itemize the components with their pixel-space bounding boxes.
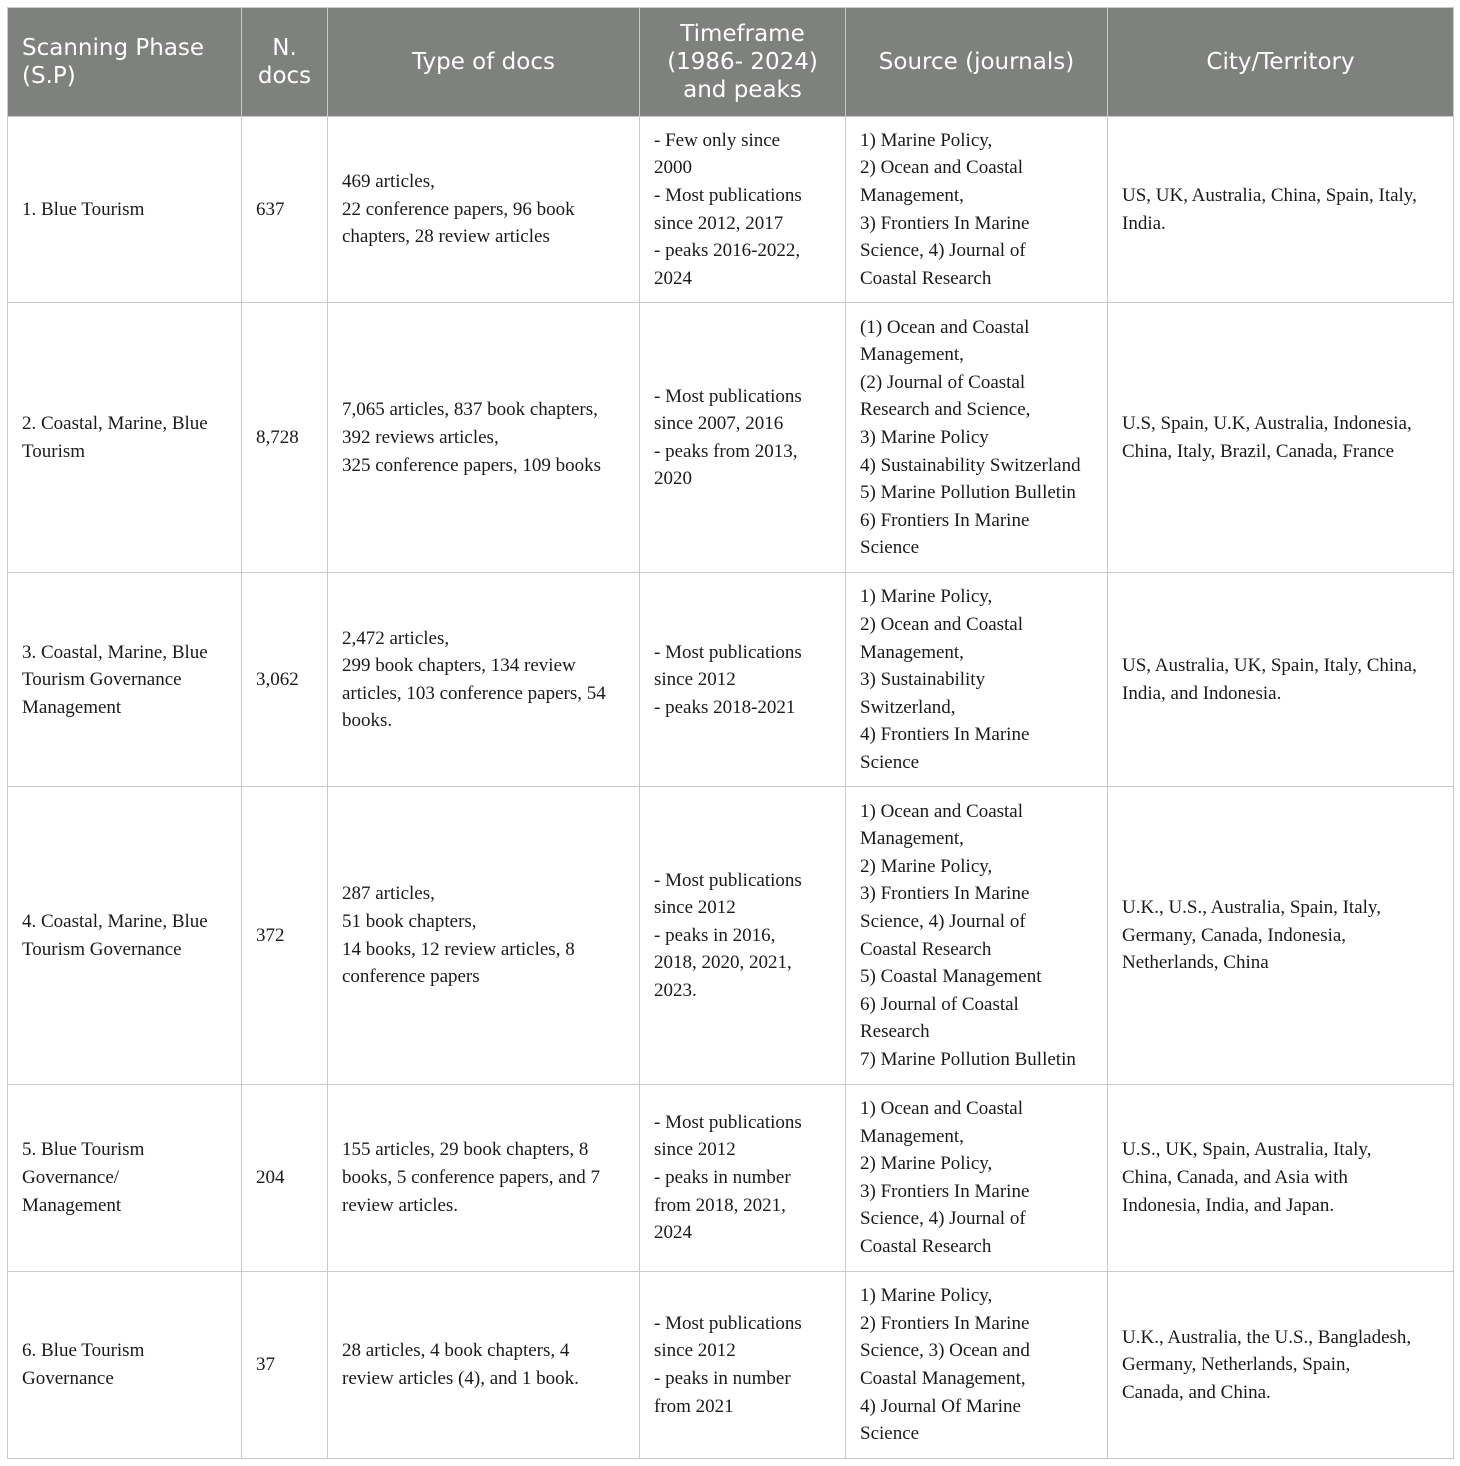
cell-timeframe [640,1271,846,1458]
header-phase-line: Scanning Phase [22,35,205,61]
cell-source-line: 3) Marine Policy [860,426,989,448]
table-row [8,303,1454,573]
cell-city-line: U.S., UK, Spain, Australia, Italy, [1122,1139,1372,1161]
cell-city-line: Canada, and China. [1122,1381,1271,1403]
header-source-line: Source (journals) [878,49,1075,75]
cell-source [846,303,1108,573]
cell-source-line: 4) Sustainability Switzerland [860,454,1081,476]
cell-phase-line: 1. Blue Tourism [22,198,145,220]
cell-source-line: Coastal Research [860,1235,992,1257]
scanning-phase-table [7,7,1454,1459]
cell-source-line: 2) Ocean and Coastal [860,613,1024,635]
cell-phase-line: Tourism Governance [22,938,182,960]
cell-type-line: 155 articles, 29 book chapters, 8 [342,1139,589,1161]
table-row [8,1271,1454,1458]
header-city-line: City/Territory [1206,49,1355,75]
cell-timeframe-line: - Most publications [654,869,802,891]
cell-timeframe-line: 2000 [654,157,692,179]
header-timeframe-line: and peaks [683,77,802,103]
cell-source-line: 6) Journal of Coastal [860,993,1019,1015]
cell-source-line: 2) Ocean and Coastal [860,157,1024,179]
cell-phase-line: 3. Coastal, Marine, Blue [22,641,208,663]
cell-source-line: 5) Marine Pollution Bulletin [860,482,1076,504]
cell-phase-line: 4. Coastal, Marine, Blue [22,910,208,932]
cell-timeframe [640,1084,846,1271]
cell-timeframe-line: 2024 [654,1222,692,1244]
cell-phase-line: 5. Blue Tourism [22,1139,145,1161]
cell-timeframe [640,573,846,787]
cell-timeframe-line: from 2021 [654,1395,734,1417]
cell-type [328,1271,640,1458]
cell-source-line: 2) Marine Policy, [860,1153,993,1175]
cell-timeframe-line: 2023. [654,979,697,1001]
cell-type-line: books. [342,710,393,732]
cell-phase-line: Governance/ [22,1166,120,1188]
cell-type-line: 392 reviews articles, [342,426,499,448]
cell-type-line: chapters, 28 review articles [342,226,550,248]
cell-city [1108,117,1454,303]
cell-type-line: 51 book chapters, [342,910,477,932]
cell-timeframe-line: - peaks 2018-2021 [654,696,796,718]
cell-phase-line: Management [22,1194,122,1216]
cell-city-line: China, Italy, Brazil, Canada, France [1122,440,1395,462]
cell-source-line: Research [860,1021,930,1043]
cell-city-line: India, and Indonesia. [1122,682,1282,704]
cell-city [1108,573,1454,787]
cell-city-line: US, Australia, UK, Spain, Italy, China, [1122,655,1417,677]
cell-source-line: 1) Marine Policy, [860,1285,993,1307]
cell-city-line: Indonesia, India, and Japan. [1122,1194,1335,1216]
cell-type-line: 287 articles, [342,883,435,905]
cell-source [846,1271,1108,1458]
table-header [8,8,1454,117]
cell-source-line: Coastal Research [860,267,992,289]
cell-city-line: Germany, Canada, Indonesia, [1122,924,1347,946]
cell-source-line: 1) Ocean and Coastal [860,1097,1024,1119]
cell-source-line: Coastal Research [860,938,992,960]
header-row [8,8,1454,117]
cell-timeframe-line: since 2012 [654,1340,736,1362]
cell-timeframe-line: 2020 [654,468,692,490]
cell-source-line: Management, [860,1125,964,1147]
cell-type-line: 14 books, 12 review articles, 8 [342,938,575,960]
cell-timeframe-line: since 2012 [654,1139,736,1161]
cell-timeframe-line: - peaks in 2016, [654,924,776,946]
cell-source-line: Coastal Management, [860,1367,1026,1389]
cell-type-line: articles, 103 conference papers, 54 [342,682,606,704]
cell-city-line: India. [1122,212,1166,234]
cell-city [1108,1084,1454,1271]
table-row [8,1084,1454,1271]
cell-city-line: China, Canada, and Asia with [1122,1166,1348,1188]
table-row [8,573,1454,787]
cell-type [328,573,640,787]
cell-city [1108,787,1454,1084]
cell-phase-line: Management [22,696,122,718]
cell-source-line: Management, [860,344,964,366]
cell-city-line: Netherlands, China [1122,952,1269,974]
cell-source [846,573,1108,787]
cell-ndocs-line: 37 [256,1354,275,1376]
cell-source [846,117,1108,303]
cell-source-line: 3) Frontiers In Marine [860,212,1030,234]
cell-source-line: Science, 4) Journal of [860,1208,1026,1230]
cell-phase-line: Governance [22,1367,114,1389]
cell-timeframe-line: 2024 [654,267,692,289]
cell-ndocs [242,303,328,573]
cell-phase-line: 6. Blue Tourism [22,1340,145,1362]
cell-type-line: 299 book chapters, 134 review [342,655,576,677]
cell-phase [8,1271,242,1458]
cell-source-line: Switzerland, [860,696,956,718]
cell-source-line: Management, [860,641,964,663]
cell-timeframe-line: since 2012 [654,897,736,919]
cell-ndocs [242,1271,328,1458]
cell-timeframe-line: since 2012 [654,669,736,691]
cell-source-line: Science [860,751,920,773]
cell-city-line: US, UK, Australia, China, Spain, Italy, [1122,184,1417,206]
cell-timeframe-line: - Most publications [654,385,802,407]
cell-ndocs-line: 3,062 [256,669,299,691]
cell-city-line: U.K., Australia, the U.S., Bangladesh, [1122,1326,1412,1348]
cell-phase [8,117,242,303]
table-row [8,117,1454,303]
cell-source-line: Management, [860,828,964,850]
cell-source-line: (1) Ocean and Coastal [860,316,1030,338]
cell-type-line: 28 articles, 4 book chapters, 4 [342,1340,570,1362]
cell-timeframe-line: - Few only since [654,129,781,151]
cell-timeframe-line: from 2018, 2021, [654,1194,786,1216]
cell-type-line: books, 5 conference papers, and 7 [342,1166,600,1188]
cell-source-line: 5) Coastal Management [860,966,1042,988]
cell-source-line: 2) Marine Policy, [860,855,993,877]
cell-type [328,787,640,1084]
cell-type-line: conference papers [342,966,480,988]
cell-city [1108,303,1454,573]
header-timeframe-line: Timeframe [680,21,805,47]
cell-timeframe [640,303,846,573]
cell-source-line: 4) Frontiers In Marine [860,724,1030,746]
cell-source-line: Science [860,537,920,559]
header-city [1108,8,1454,117]
cell-timeframe-line: - peaks 2016-2022, [654,240,801,262]
cell-phase [8,303,242,573]
header-ndocs-line: docs [257,63,312,89]
cell-ndocs [242,573,328,787]
cell-timeframe-line: - peaks in number [654,1166,791,1188]
cell-city-line: Germany, Netherlands, Spain, [1122,1354,1351,1376]
cell-source-line: (2) Journal of Coastal [860,371,1026,393]
table-body [8,117,1454,1459]
cell-phase [8,1084,242,1271]
cell-source-line: Management, [860,184,964,206]
cell-source-line: Science [860,1423,920,1445]
cell-type-line: 469 articles, [342,171,435,193]
cell-source-line: Science, 4) Journal of [860,240,1026,262]
cell-type [328,1084,640,1271]
header-ndocs-line: N. [272,35,297,61]
cell-source-line: 1) Marine Policy, [860,586,993,608]
cell-timeframe [640,787,846,1084]
header-source [846,8,1108,117]
header-phase [8,8,242,117]
cell-timeframe-line: since 2012, 2017 [654,212,784,234]
cell-city [1108,1271,1454,1458]
cell-type-line: 22 conference papers, 96 book [342,198,575,220]
cell-source-line: 7) Marine Pollution Bulletin [860,1048,1076,1070]
cell-phase-line: 2. Coastal, Marine, Blue [22,413,208,435]
cell-ndocs [242,787,328,1084]
cell-source-line: 3) Frontiers In Marine [860,883,1030,905]
cell-timeframe [640,117,846,303]
cell-timeframe-line: - Most publications [654,1312,802,1334]
cell-type-line: review articles (4), and 1 book. [342,1367,579,1389]
cell-city-line: U.K., U.S., Australia, Spain, Italy, [1122,897,1381,919]
cell-source-line: Science, 4) Journal of [860,910,1026,932]
cell-ndocs-line: 204 [256,1166,285,1188]
cell-type-line: 325 conference papers, 109 books [342,454,602,476]
cell-ndocs [242,1084,328,1271]
cell-timeframe-line: - Most publications [654,641,802,663]
cell-phase [8,573,242,787]
cell-source-line: Research and Science, [860,399,1031,421]
cell-source-line: Science, 3) Ocean and [860,1340,1030,1362]
cell-source-line: 4) Journal Of Marine [860,1395,1021,1417]
cell-type-line: 2,472 articles, [342,627,450,649]
header-ndocs [242,8,328,117]
cell-type [328,303,640,573]
cell-phase-line: Tourism Governance [22,669,182,691]
header-timeframe-line: (1986- 2024) [667,49,818,75]
cell-source [846,1084,1108,1271]
cell-timeframe-line: - Most publications [654,1111,802,1133]
cell-type-line: 7,065 articles, 837 book chapters, [342,399,598,421]
cell-source-line: 1) Ocean and Coastal [860,800,1024,822]
header-type [328,8,640,117]
cell-source-line: 1) Marine Policy, [860,129,993,151]
cell-timeframe-line: - peaks in number [654,1367,791,1389]
cell-timeframe-line: since 2007, 2016 [654,413,784,435]
cell-city-line: U.S, Spain, U.K, Australia, Indonesia, [1122,413,1412,435]
cell-timeframe-line: - Most publications [654,184,802,206]
cell-type-line: review articles. [342,1194,459,1216]
cell-timeframe-line: - peaks from 2013, [654,440,798,462]
cell-phase-line: Tourism [22,440,86,462]
cell-type [328,117,640,303]
cell-ndocs-line: 8,728 [256,426,299,448]
cell-source-line: 2) Frontiers In Marine [860,1312,1030,1334]
cell-ndocs [242,117,328,303]
cell-source-line: 3) Sustainability [860,669,986,691]
cell-source [846,787,1108,1084]
cell-source-line: 6) Frontiers In Marine [860,509,1030,531]
header-phase-line: (S.P) [22,63,76,89]
cell-timeframe-line: 2018, 2020, 2021, [654,952,792,974]
cell-ndocs-line: 637 [256,198,285,220]
header-timeframe [640,8,846,117]
cell-phase [8,787,242,1084]
cell-ndocs-line: 372 [256,924,285,946]
table-row [8,787,1454,1084]
cell-source-line: 3) Frontiers In Marine [860,1180,1030,1202]
header-type-line: Type of docs [412,49,555,75]
